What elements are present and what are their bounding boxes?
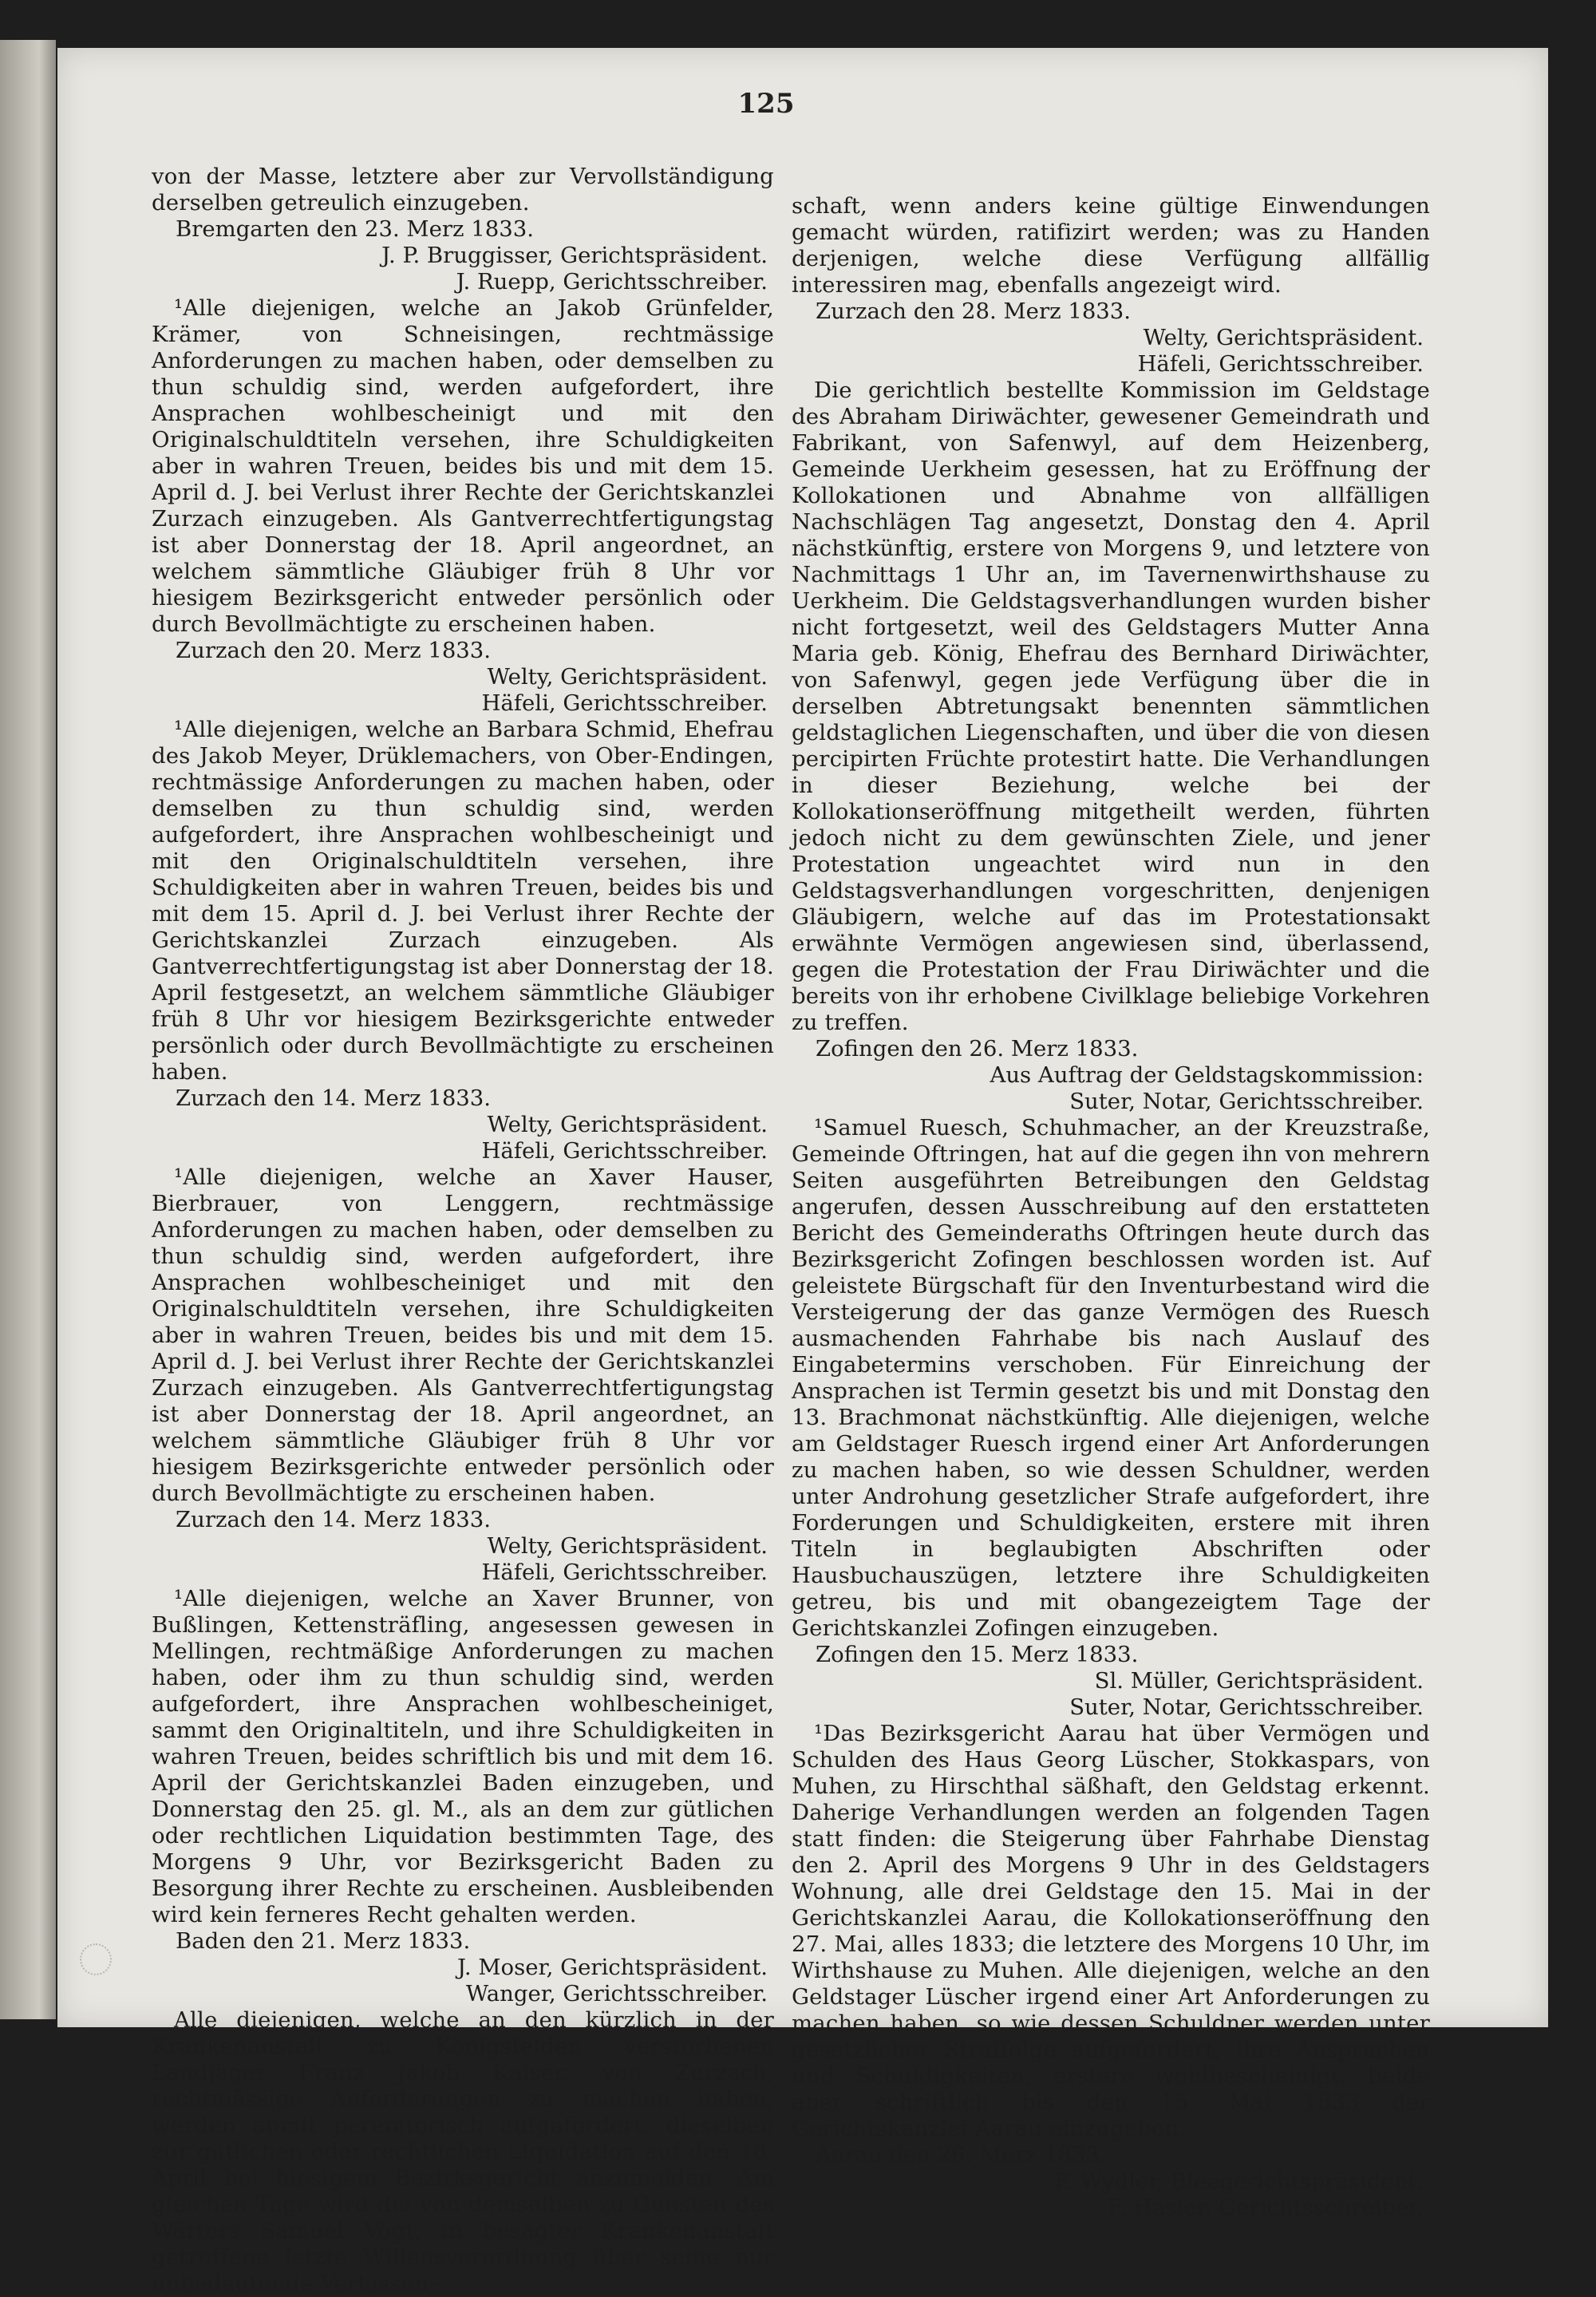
notice-signature: J. Moser, Gerichtspräsident. <box>457 1955 768 1980</box>
notice-paragraph: von der Masse, letztere aber zur Vervollständigung derselben getreulich einzugeben. <box>152 164 774 215</box>
notice-signature: Suter, Notar, Gerichtsschreiber. <box>1069 1694 1424 1720</box>
notice-dateline: Baden den 21. Merz 1833. <box>176 1928 471 1954</box>
notice-signature: Häfeli, Gerichtsschreiber. <box>481 1560 768 1585</box>
notice-signature: Sl. Müller, Gerichtspräsident. <box>1094 1668 1424 1694</box>
notice-paragraph: schaft, wenn anders keine gültige Einwendungen gemacht würden, ratifizirt werden; was zu Handen derjenigen, welche diese Verfügung allfällig interessiren mag, ebenfalls angezeigt wird. <box>792 193 1430 298</box>
notice-paragraph: ¹Alle diejenigen, welche an Jakob Grünfelder, Krämer, von Schneisingen, rechtmässige Anforderungen zu machen haben, oder demselben zu thun schuldig sind, werden aufgefordert, ihre Ansprachen wohlbescheinigt und mit den Originalschuldtiteln versehen, ihre Schuldigkeiten aber in wahren Treuen, beides bis und mit dem 15. April d. J. bei Verlust ihrer Rechte der Gerichtskanzlei Zurzach einzugeben. Als Gantverrechtfertigungstag ist aber Donnerstag der 18. April angeordnet, an welchem sämmtliche Gläubiger früh 8 Uhr vor hiesigem Bezirksgericht entweder persönlich oder durch Bevollmächtigte zu erscheinen haben. <box>152 295 774 637</box>
notice-signature: Welty, Gerichtspräsident. <box>487 664 768 690</box>
notice-signature: Welty, Gerichtspräsident. <box>487 1112 768 1137</box>
notice-paragraph: ¹Das Bezirksgericht Aarau hat über Vermögen und Schulden des Haus Georg Lüscher, Stokkaspars, von Muhen, zu Hirschthal säßhaft, den Geldstag erkennt. Daherige Verhandlungen werden an folgenden Tagen statt finden: die Steigerung über Fahrhabe Dienstag den 2. April des Morgens 9 Uhr in des Geldstagers Wohnung, alle drei Geldstage den 15. Mai in der Gerichtskanzlei Aarau, die Kollokationseröffnung den 27. Mai, alles 1833; die letztere des Morgens 10 Uhr, im Wirthshause zu Muhen. Alle diejenigen, welche an den Geldstager Lüscher irgend einer Art Anforderungen zu machen haben, so wie dessen Schuldner werden unter gesetzlicher Straffolge aufgefordert, ihre Ansprachen und Schuldigkeiten, erstere wohlbescheinigt, beide aber schriftlich bis den 15. Mai 1833 der Gerichtskanzlei Aarau einzugeben. <box>792 1721 1430 2141</box>
library-stamp <box>80 1943 112 1975</box>
notice-dateline: Zurzach den 28. Merz 1833. <box>816 298 1132 324</box>
notice-paragraph: ¹Alle diejenigen, welche an Barbara Schmid, Ehefrau des Jakob Meyer, Drüklemachers, von Ober-Endingen, rechtmässige Anforderungen zu machen haben, oder demselben zu thun schuldig sind, werden aufgefordert, ihre Ansprachen wohlbescheinigt und mit den Originalschuldtiteln versehen, ihre Schuldigkeiten aber in wahren Treuen, beides bis und mit dem 15. April d. J. bei Verlust ihrer Rechte der Gerichtskanzlei Zurzach einzugeben. Als Gantverrechtfertigungstag ist aber Donnerstag der 18. April festgesetzt, an welchem sämmtliche Gläubiger früh 8 Uhr vor hiesigem Bezirksgerichte entweder persönlich oder durch Bevollmächtigte zu erscheinen haben. <box>152 717 774 1085</box>
left-column <box>152 164 774 2297</box>
notice-paragraph: Die gerichtlich bestellte Kommission im Geldstage des Abraham Diriwächter, gewesener Gemeindrath und Fabrikant, von Safenwyl, auf dem Heizenberg, Gemeinde Uerkheim gesessen, hat zu Eröffnung der Kollokationen und Abnahme von allfälligen Nachschlägen Tag angesetzt, Donstag den 4. April nächstkünftig, erstere von Morgens 9, und letztere von Nachmittags 1 Uhr an, im Tavernenwirthshause zu Uerkheim. Die Geldstagsverhandlungen wurden bisher nicht fortgesetzt, weil des Geldstagers Mutter Anna Maria geb. König, Ehefrau des Bernhard Diriwächter, von Safenwyl, gegen jede Verfügung über die in derselben Abtretungsakt benennten sämmtlichen geldstaglichen Liegenschaften, und über die von diesen percipirten Früchte protestirt hatte. Die Verhandlungen in dieser Beziehung, welche bei der Kollokationseröffnung mitgetheilt werden, führten jedoch nicht zu dem gewünschten Ziele, und jener Protestation ungeachtet wird nun in den Geldstagsverhandlungen vorgeschritten, denjenigen Gläubigern, welche auf das im Protestationsakt erwähnte Vermögen angewiesen sind, überlassend, gegen die Protestation der Frau Diriwächter und die bereits von ihr erhobene Civilklage beliebige Vorkehren zu treffen. <box>792 378 1430 1035</box>
notice-signature: Häfeli, Gerichtsschreiber. <box>1137 351 1424 377</box>
notice-signature: Suter, Notar, Gerichtsschreiber. <box>1069 1089 1424 1114</box>
notice-signature: Häfeli, Gerichtsschreiber. <box>481 690 768 716</box>
notice-dateline: Zofingen den 26. Merz 1833. <box>816 1036 1139 1062</box>
notice-paragraph: Alle diejenigen, welche an den kürzlich in der Krankenanstalt zu Königsfelden verstorbenen Landjäger Franz Jakob Kaiser, von Zurzach, rechtmässige Anforderungen zu machen haben, werden anmit peremtorisch aufgefordert, dieselben zur gütlichen oder rechtlichen Liquidation auf den 18. April bei hiesigem Bezirksgericht anzumelden. Am gleichen Tage wird die von demselben zu Gunsten des Wärters Samuel Vogt, in besagter Krankenanstalt getroffene letzte Willensverordnung über seine nur unbedeutende Verlassen- <box>152 2007 774 2296</box>
notice-signature: Wanger, Gerichtsschreiber. <box>465 1981 768 2006</box>
page-number: 125 <box>737 88 795 120</box>
notice-dateline: Zurzach den 20. Merz 1833. <box>176 638 492 663</box>
notice-paragraph: ¹Alle diejenigen, welche an Xaver Hauser, Bierbrauer, von Lenggern, rechtmässige Anforderungen zu machen haben, oder demselben zu thun schuldig sind, werden aufgefordert, ihre Ansprachen wohlbescheiniget und mit den Originalschuldtiteln versehen, ihre Schuldigkeiten aber in wahren Treuen, beides bis und mit dem 15. April d. J. bei Verlust ihrer Rechte der Gerichtskanzlei Zurzach einzugeben. Als Gantverrechtfertigungstag ist aber Donnerstag der 18. April angeordnet, an welchem sämmtliche Gläubiger früh 8 Uhr vor hiesigem Bezirksgerichte entweder persönlich oder durch Bevollmächtigte zu erscheinen haben. <box>152 1164 774 1506</box>
notice-dateline: Zofingen den 15. Merz 1833. <box>816 1642 1139 1667</box>
notice-dateline: Zurzach den 14. Merz 1833. <box>176 1507 492 1532</box>
notice-dateline: Bremgarten den 23. Merz 1833. <box>176 216 534 242</box>
right-column <box>792 193 1430 2221</box>
notice-signature: Häfeli, Gerichtsschreiber. <box>481 1138 768 1164</box>
notice-signature: J. P. Bruggisser, Gerichtspräsident. <box>381 243 768 268</box>
notice-signature: Aus Auftrag der Geldstagskommission: <box>990 1062 1424 1088</box>
notice-signature: Welty, Gerichtspräsident. <box>487 1533 768 1559</box>
adjacent-page-edge <box>0 40 56 2019</box>
notice-dateline: Zurzach den 14. Merz 1833. <box>176 1085 492 1111</box>
notice-paragraph: ¹Samuel Ruesch, Schuhmacher, an der Kreuzstraße, Gemeinde Oftringen, hat auf die gegen ihn von mehrern Seiten ausgeführten Betreibungen den Geldstag angerufen, dessen Ausschreibung auf den erstatteten Bericht des Gemeinderaths Oftringen heute durch das Bezirksgericht Zofingen beschlossen worden ist. Auf geleistete Bürgschaft für den Inventurbestand wird die Versteigerung der das ganze Vermögen des Ruesch ausmachenden Fahrhabe bis nach Auslauf des Eingabetermins verschoben. Für Einreichung der Ansprachen ist Termin gesetzt bis und mit Donstag den 13. Brachmonat nächstkünftig. Alle diejenigen, welche am Geldstager Ruesch irgend einer Art Anforderungen zu machen haben, so wie dessen Schuldner, werden unter Androhung gesetzlicher Strafe aufgefordert, ihre Forderungen und Schuldigkeiten, erstere mit ihren Titeln in beglaubigten Abschriften oder Hausbuchauszügen, letztere ihre Schuldigkeiten getreu, bis und mit obangezeigtem Tage der Gerichtskanzlei Zofingen einzugeben. <box>792 1115 1430 1641</box>
notice-signature: Welty, Gerichtspräsident. <box>1143 325 1424 350</box>
notice-signature: F. Wydler, Bleegerichtspräsident. <box>1054 2169 1424 2194</box>
notice-signature: F. Hasler, Gerichtsschreiber. <box>1107 2195 1424 2220</box>
notice-signature: J. Ruepp, Gerichtsschreiber. <box>456 269 768 295</box>
notice-paragraph: ¹Alle diejenigen, welche an Xaver Brunner, von Bußlingen, Kettensträfling, angesessen gewesen in Mellingen, rechtmäßige Anforderungen zu machen haben, oder ihm zu thun schuldig sind, werden aufgefordert, ihre Ansprachen wohlbescheiniget, sammt den Originaltiteln, und ihre Schuldigkeiten in wahren Treuen, beides schriftlich bis und mit dem 16. April der Gerichtskanzlei Baden einzugeben, und Donnerstag den 25. gl. M., als an dem zur gütlichen oder rechtlichen Liquidation bestimmten Tage, des Morgens 9 Uhr, vor Bezirksgericht Baden zu Besorgung ihrer Rechte zu erscheinen. Ausbleibenden wird kein ferneres Recht gehalten werden. <box>152 1586 774 1927</box>
notice-dateline: Aarau den 26. Merz 1833. <box>816 2142 1107 2168</box>
